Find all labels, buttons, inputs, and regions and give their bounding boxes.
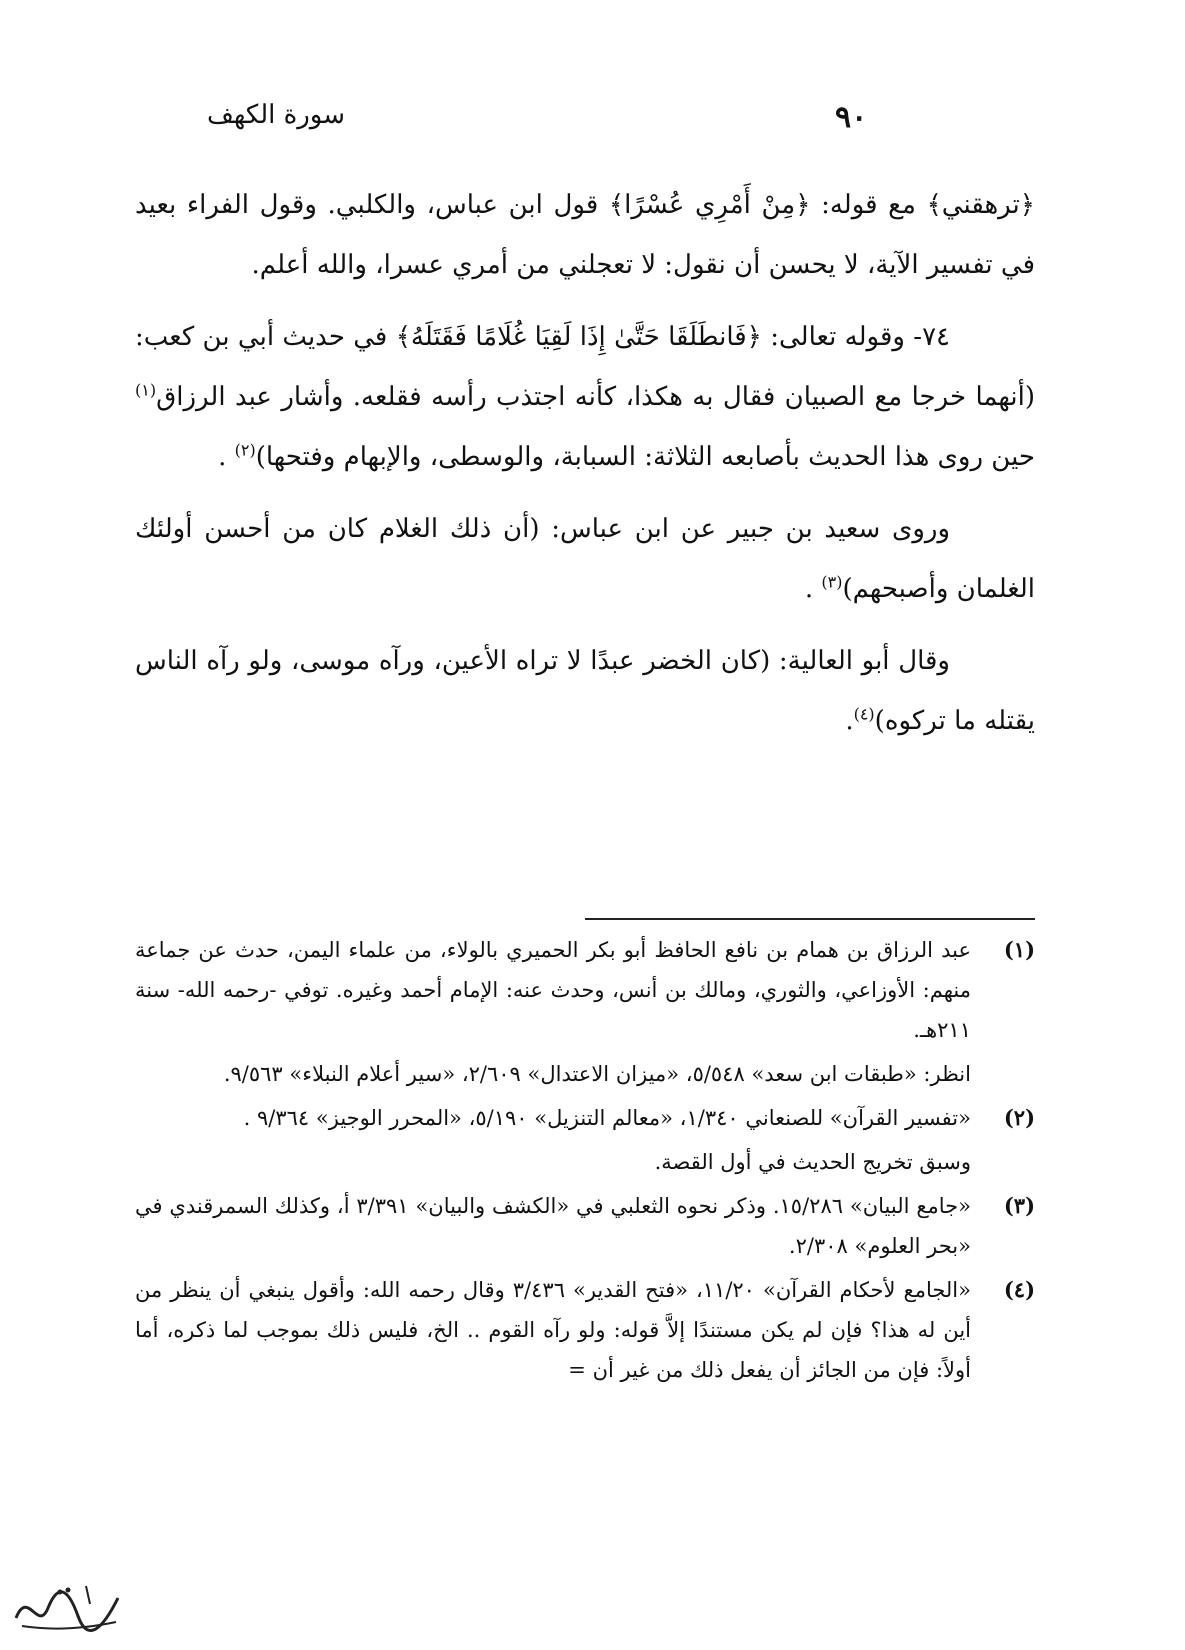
paragraph-2-text-cont: حين روى هذا الحديث بأصابعه الثلاثة: السبابة، والوسطى، والإبهام وفتحها) [255,442,1035,472]
paragraph-1: ﴿ترهقني﴾ مع قوله: ﴿مِنْ أَمْرِي عُسْرًا﴾ قول ابن عباس، والكلبي. وقول الفراء بعيد في تفسير الآية، لا يحسن أن نقول: لا تعجلني من أمري عسرا، والله أعلم. [135,190,1035,280]
page-header [135,100,1035,150]
footnote-reference: انظر: «طبقات ابن سعد» ٥/٥٤٨، «ميزان الاعتدال» ٢/٦٠٩، «سير أعلام النبلاء» ٩/٥٦٣. [223,1062,971,1086]
footnote-2 [135,1098,1035,1182]
footnote-text: عبد الرزاق بن همام بن نافع الحافظ أبو بكر الحميري بالولاء، من علماء اليمن، حدث عن جماعة منهم: الأوزاعي، والثوري، ومالك بن أنس، وحدث عنه: الإمام أحمد وغيره. توفي -رحمه الله- سنة ٢١١هـ. [135,938,971,1042]
footnote-number: (٣) [1003,1193,1035,1218]
footnote-reference: وسبق تخريج الحديث في أول القصة. [654,1150,971,1174]
footnote-3 [135,1186,1035,1266]
footnote-number: (٢) [1003,1105,1035,1130]
footnotes [135,930,1035,1394]
paragraph-2: ٧٤- وقوله تعالى: ﴿فَانطَلَقَا حَتَّىٰ إِذَا لَقِيَا غُلَامًا فَقَتَلَهُ﴾ في حديث أبي بن كعب: (أنهما خرجا مع الصبيان فقال به هكذا، كأنه اجتذب رأسه فقلعه. وأشار عبد الرزاق$^{(١)}$ حين روى هذا الحديث بأصابعه الثلاثة: السبابة، والوسطى، والإبهام وفتحها)$^{(٢)}$ . [135,322,1035,472]
footnote-number: (٤) [1003,1277,1035,1302]
main-text [135,175,1035,763]
footnote-1 [135,930,1035,1094]
publisher-logo [8,1578,126,1638]
page-number: ٩٠ [835,100,868,135]
footnote-number: (١) [1003,937,1035,962]
footnote-text: «تفسير القرآن» للصنعاني ١/٣٤٠، «معالم التنزيل» ٥/١٩٠، «المحرر الوجيز» ٩/٣٦٤ . [243,1106,971,1130]
surah-title: سورة الكهف [206,100,345,130]
footnote-text: «الجامع لأحكام القرآن» ١١/٢٠، «فتح القدير» ٣/٤٣٦ وقال رحمه الله: وأقول ينبغي أن ينظر من أين له هذا؟ فإن لم يكن مستندًا إلاَّ قوله: ولو رآه القوم .. الخ، فليس ذلك بموجب لما ذكره، أما أولاً: فإن من الجائز أن يفعل ذلك من غير أن = [135,1278,971,1382]
footnote-ref-2: (٢) [234,440,256,460]
footnote-divider [585,918,1035,920]
paragraph-2-text: ٧٤- وقوله تعالى: ﴿فَانطَلَقَا حَتَّىٰ إِذَا لَقِيَا غُلَامًا فَقَتَلَهُ﴾ في حديث أبي بن كعب: (أنهما خرجا مع الصبيان فقال به هكذا، كأنه اجتذب رأسه فقلعه. وأشار عبد الرزاق [135,322,1035,412]
paragraph-4-text: وقال أبو العالية: (كان الخضر عبدًا لا تراه الأعين، ورآه موسى، ولو رآه الناس يقتله ما تركوه) [135,646,1035,736]
paragraph-4: وقال أبو العالية: (كان الخضر عبدًا لا تراه الأعين، ورآه موسى، ولو رآه الناس يقتله ما تركوه)$^{(٤)}$. [135,646,1035,736]
paragraph-3-text: وروى سعيد بن جبير عن ابن عباس: (أن ذلك الغلام كان من أحسن أولئك الغلمان وأصبحهم) [135,514,1035,604]
footnote-ref-1: (١) [135,380,157,400]
footnote-4 [135,1270,1035,1390]
footnote-ref-4: (٤) [853,704,875,724]
footnote-text: «جامع البيان» ١٥/٢٨٦. وذكر نحوه الثعلبي في «الكشف والبيان» ٣/٣٩١ أ، وكذلك السمرقندي في «بحر العلوم» ٢/٣٠٨. [135,1194,971,1258]
paragraph-3: وروى سعيد بن جبير عن ابن عباس: (أن ذلك الغلام كان من أحسن أولئك الغلمان وأصبحهم)$^{(٣)}$ . [135,514,1035,604]
footnote-ref-3: (٣) [821,572,843,592]
